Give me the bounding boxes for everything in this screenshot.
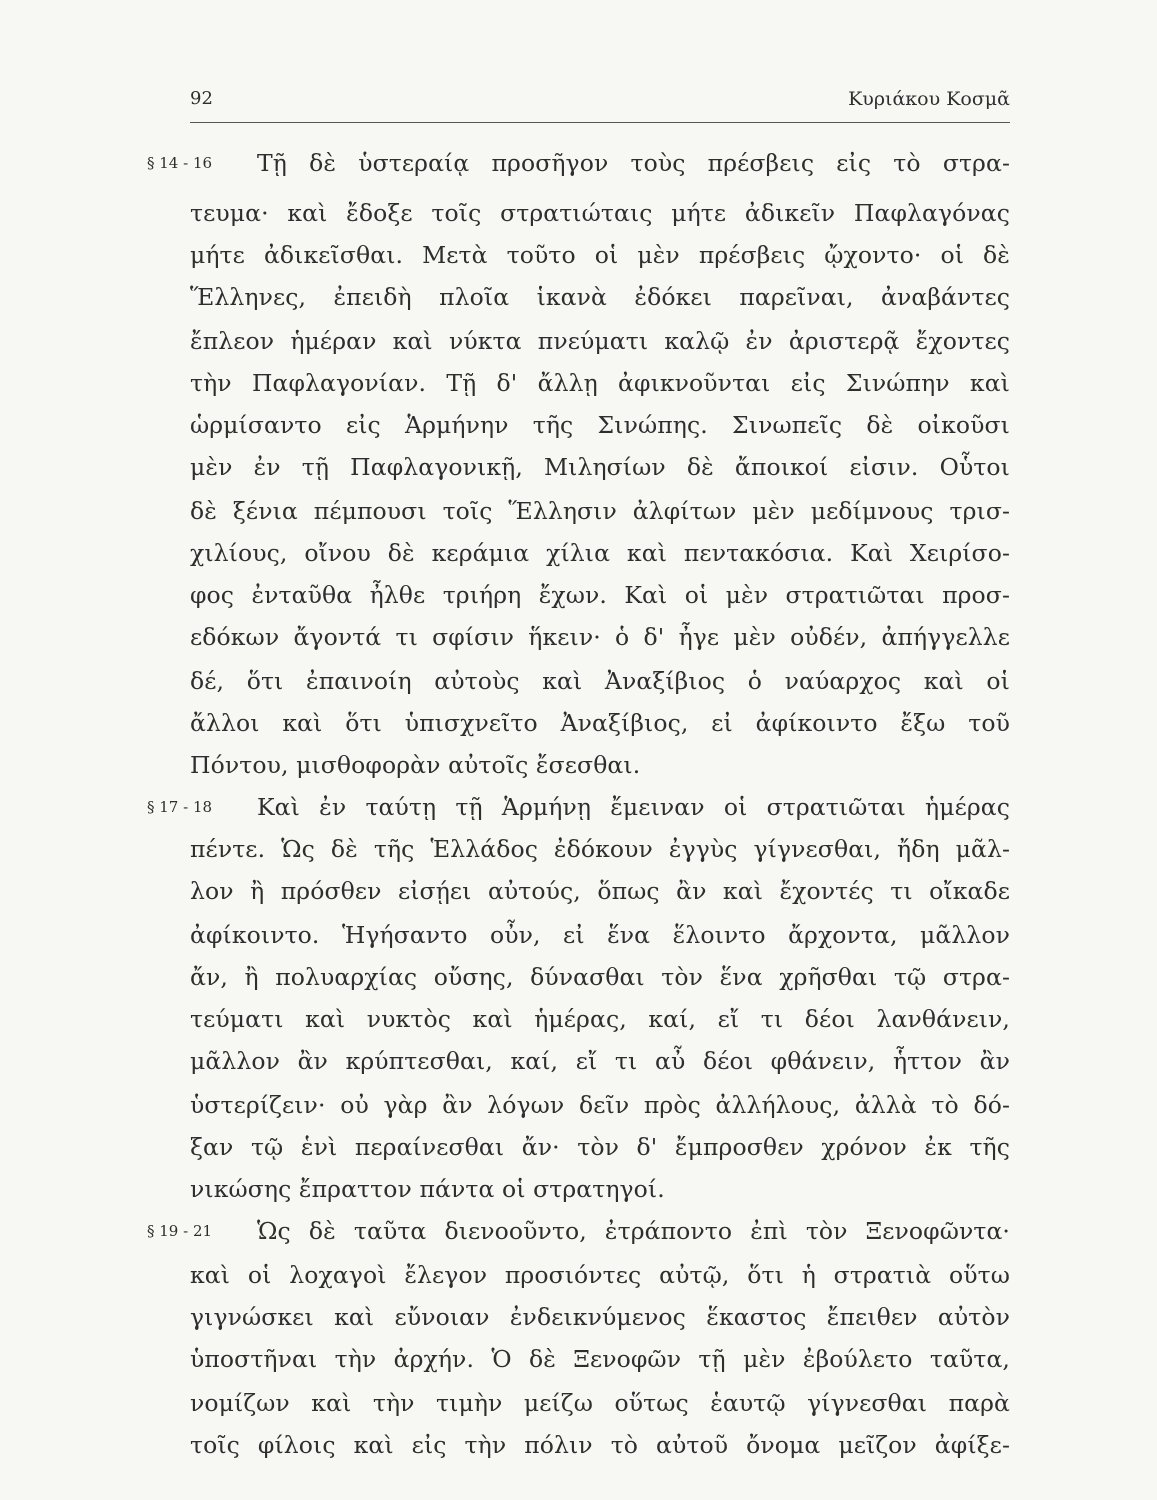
text-line: τὴν Παφλαγονίαν. Τῇ δ' ἄλλῃ ἀφικνοῦνται εἰς Σινώπην καὶ xyxy=(190,369,1010,397)
text-line: ἀφίκοιντο. Ἡγήσαντο οὖν, εἰ ἕνα ἕλοιντο ἄρχοντα, μᾶλλον xyxy=(190,921,1010,949)
text-line: ξαν τῷ ἑνὶ περαίνεσθαι ἄν· τὸν δ' ἔμπροσθεν χρόνον ἐκ τῆς xyxy=(190,1133,1010,1161)
text-line: νικώσης ἔπραττον πάντα οἱ στρατηγοί. xyxy=(190,1175,665,1203)
text-line: μᾶλλον ἂν κρύπτεσθαι, καί, εἴ τι αὖ δέοι φθάνειν, ἧττον ἂν xyxy=(190,1047,1010,1075)
text-line: φος ἐνταῦθα ἦλθε τριήρη ἔχων. Καὶ οἱ μὲν στρατιῶται προσ- xyxy=(190,581,1010,609)
text-line: μὲν ἐν τῇ Παφλαγονικῇ, Μιλησίων δὲ ἄποικοί εἰσιν. Οὗτοι xyxy=(190,453,1010,481)
text-line: Ὡς δὲ ταῦτα διενοοῦντο, ἐτράποντο ἐπὶ τὸν Ξενοφῶντα· xyxy=(257,1217,1010,1245)
text-line: Ἕλληνες, ἐπειδὴ πλοῖα ἱκανὰ ἐδόκει παρεῖναι, ἀναβάντες xyxy=(190,283,1010,311)
text-line: νομίζων καὶ τὴν τιμὴν μείζω οὕτως ἑαυτῷ γίγνεσθαι παρὰ xyxy=(190,1389,1010,1417)
text-line: πέντε. Ὡς δὲ τῆς Ἑλλάδος ἐδόκουν ἐγγὺς γίγνεσθαι, ἤδη μᾶλ- xyxy=(190,835,1010,863)
text-line: Καὶ ἐν ταύτῃ τῇ Ἁρμήνῃ ἔμειναν οἱ στρατιῶται ἡμέρας xyxy=(257,793,1010,821)
page-header xyxy=(190,86,1010,120)
text-line: δὲ ξένια πέμπουσι τοῖς Ἕλλησιν ἀλφίτων μὲν μεδίμνους τρισ- xyxy=(190,497,1010,525)
running-head: Κυριάκου Κοσμᾶ xyxy=(848,88,1010,110)
marginal-ref: § 14 - 16 xyxy=(147,154,213,172)
text-line: μήτε ἀδικεῖσθαι. Μετὰ τοῦτο οἱ μὲν πρέσβεις ᾤχοντο· οἱ δὲ xyxy=(190,241,1010,269)
text-line: χιλίους, οἴνου δὲ κεράμια χίλια καὶ πεντακόσια. Καὶ Χειρίσο- xyxy=(190,539,1010,567)
text-line: ὡρμίσαντο εἰς Ἁρμήνην τῆς Σινώπης. Σινωπεῖς δὲ οἰκοῦσι xyxy=(190,411,1010,439)
text-line: ἔπλεον ἡμέραν καὶ νύκτα πνεύματι καλῷ ἐν ἀριστερᾷ ἔχοντες xyxy=(190,327,1010,355)
text-line: ὑποστῆναι τὴν ἀρχήν. Ὁ δὲ Ξενοφῶν τῇ μὲν ἐβούλετο ταῦτα, xyxy=(190,1345,1010,1373)
text-line: τεύματι καὶ νυκτὸς καὶ ἡμέρας, καί, εἴ τι δέοι λανθάνειν, xyxy=(190,1005,1010,1033)
marginal-ref: § 19 - 21 xyxy=(147,1222,213,1240)
text-line: Τῇ δὲ ὑστεραίᾳ προσῆγον τοὺς πρέσβεις εἰς τὸ στρα- xyxy=(257,149,1010,177)
text-line: ἄλλοι καὶ ὅτι ὑπισχνεῖτο Ἀναξίβιος, εἰ ἀφίκοιντο ἔξω τοῦ xyxy=(190,709,1010,737)
marginal-ref: § 17 - 18 xyxy=(147,798,213,816)
text-line: τευμα· καὶ ἔδοξε τοῖς στρατιώταις μήτε ἀδικεῖν Παφλαγόνας xyxy=(190,199,1010,227)
text-line: δέ, ὅτι ἐπαινοίη αὐτοὺς καὶ Ἀναξίβιος ὁ ναύαρχος καὶ οἱ xyxy=(190,667,1010,695)
text-line: εδόκων ἄγοντά τι σφίσιν ἥκειν· ὁ δ' ἦγε μὲν οὐδέν, ἀπήγγελλε xyxy=(190,623,1010,651)
page-number: 92 xyxy=(190,88,213,109)
text-line: γιγνώσκει καὶ εὔνοιαν ἐνδεικνύμενος ἕκαστος ἔπειθεν αὐτὸν xyxy=(190,1303,1010,1331)
text-line: τοῖς φίλοις καὶ εἰς τὴν πόλιν τὸ αὐτοῦ ὄνομα μεῖζον ἀφίξε- xyxy=(190,1431,1010,1459)
text-line: ἄν, ἢ πολυαρχίας οὔσης, δύνασθαι τὸν ἕνα χρῆσθαι τῷ στρα- xyxy=(190,963,1010,991)
text-line: Πόντου, μισθοφορὰν αὐτοῖς ἔσεσθαι. xyxy=(190,751,641,779)
text-line: λον ἢ πρόσθεν εἰσῄει αὐτούς, ὅπως ἂν καὶ ἔχοντές τι οἴκαδε xyxy=(190,877,1010,905)
header-rule xyxy=(190,122,1010,123)
text-line: ὑστερίζειν· οὐ γὰρ ἂν λόγων δεῖν πρὸς ἀλλήλους, ἀλλὰ τὸ δό- xyxy=(190,1091,1010,1119)
text-line: καὶ οἱ λοχαγοὶ ἔλεγον προσιόντες αὐτῷ, ὅτι ἡ στρατιὰ οὕτω xyxy=(190,1261,1010,1289)
